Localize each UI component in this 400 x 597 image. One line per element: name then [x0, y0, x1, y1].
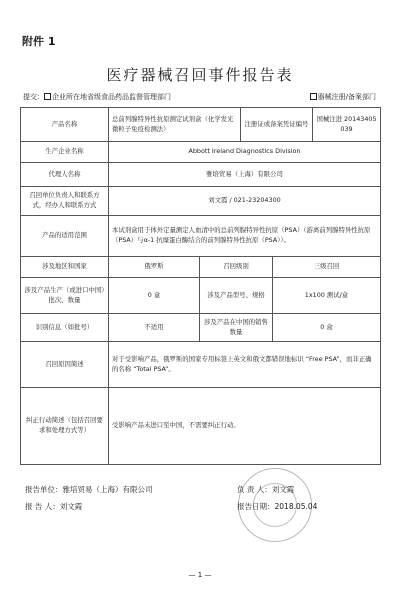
reporter-value: 刘文霞 — [59, 502, 83, 511]
submission-prefix: 提交： — [23, 93, 44, 101]
reporter — [25, 501, 82, 512]
report-date-label: 报告日期： — [237, 502, 275, 511]
agent-label: 代理人名称 — [21, 163, 109, 187]
table-row — [21, 108, 381, 142]
china-sales-value: 0 盒 — [273, 314, 381, 342]
report-date — [237, 501, 317, 512]
reporting-unit-label: 报告单位： — [25, 485, 63, 494]
person-in-charge-value: 刘文霞 — [271, 485, 295, 494]
china-sales-label: 涉及产品在中国的销售数量 — [200, 314, 273, 342]
table-row — [21, 257, 381, 278]
manufacturer-label: 生产企业名称 — [21, 142, 109, 163]
registration-value: 国械注进 20143405039 — [313, 108, 381, 142]
corrective-action-label: 纠正行动简述（包括召回要求和处理方式等） — [21, 388, 109, 465]
recall-level-value: 三级召回 — [273, 257, 381, 278]
corrective-action-value: 受影响产品未进口至中国，不需要纠正行动。 — [109, 388, 381, 465]
table-row — [21, 342, 381, 388]
china-batch-label: 涉及产品生产（或进口中国）批次、数量 — [21, 278, 109, 314]
reporting-unit — [25, 484, 153, 495]
submission-option-registration: 器械注册/备案部门 — [317, 93, 376, 101]
contact-label: 召回单位负责人和联系方式，经办人和联系方式 — [21, 187, 109, 216]
contact-value: 刘文霞 / 021-23204300 — [109, 187, 381, 216]
submission-option-provincial: 企业所在地省级食品药品监督管理部门 — [52, 93, 171, 101]
scope-label: 产品的适用范围 — [21, 216, 109, 257]
china-batch-value: 0 盒 — [109, 278, 200, 314]
submission-option-registration-wrap — [310, 92, 376, 102]
table-row — [21, 216, 381, 257]
recall-reason-label: 召回原因简述 — [21, 342, 109, 388]
report-date-value: 2018.05.04 — [274, 502, 318, 511]
region-label: 涉及地区和国家 — [21, 257, 109, 278]
identification-value: 不适用 — [109, 314, 200, 342]
product-name-value: 总前列腺特异性抗原测定试剂盒（化学发光微粒子免疫检测法） — [109, 108, 241, 142]
table-row — [21, 142, 381, 163]
page-title: 医疗器械召回事件报告表 — [106, 66, 294, 84]
model-value: 1x100 测试/盒 — [273, 278, 381, 314]
table-row — [21, 314, 381, 342]
table-row — [21, 187, 381, 216]
manufacturer-value: Abbott Ireland Diagnostics Division — [109, 142, 381, 163]
table-row — [21, 278, 381, 314]
table-row — [21, 163, 381, 187]
checkbox-provincial[interactable] — [44, 93, 51, 100]
page-number: — 1 — — [188, 571, 212, 579]
model-label: 涉及产品型号、规格 — [200, 278, 273, 314]
reporting-unit-value: 雅培贸易（上海）有限公司 — [62, 485, 153, 494]
reporter-label: 报 告 人： — [25, 502, 60, 511]
person-in-charge-label: 负 责 人： — [237, 485, 272, 494]
checkbox-registration[interactable] — [310, 93, 317, 100]
recall-reason-value: 对于受影响产品，俄罗斯的国家专用标签上英文和俄文都错误地标识 “Free PSA”，而非正确的名称 “Total PSA”。 — [109, 342, 381, 388]
attachment-label: 附件 1 — [22, 35, 56, 48]
recall-level-label: 召回级别 — [200, 257, 273, 278]
person-in-charge — [237, 484, 294, 495]
agent-value: 雅培贸易（上海）有限公司 — [109, 163, 381, 187]
product-name-label: 产品名称 — [21, 108, 109, 142]
registration-label: 注册证或备案凭证编号 — [241, 108, 313, 142]
submission-line — [23, 92, 171, 102]
region-value: 俄罗斯 — [109, 257, 200, 278]
recall-report-table — [20, 107, 381, 465]
table-row — [21, 388, 381, 465]
identification-label: 识别信息（如批号） — [21, 314, 109, 342]
scope-value: 本试剂盒用于体外定量测定人血清中的总前列腺特异性抗原（PSA）（游离前列腺特异性抗原（PSA）与α-1 抗糜蛋白酶结合的前列腺特异性抗原（PSA））。 — [109, 216, 381, 257]
